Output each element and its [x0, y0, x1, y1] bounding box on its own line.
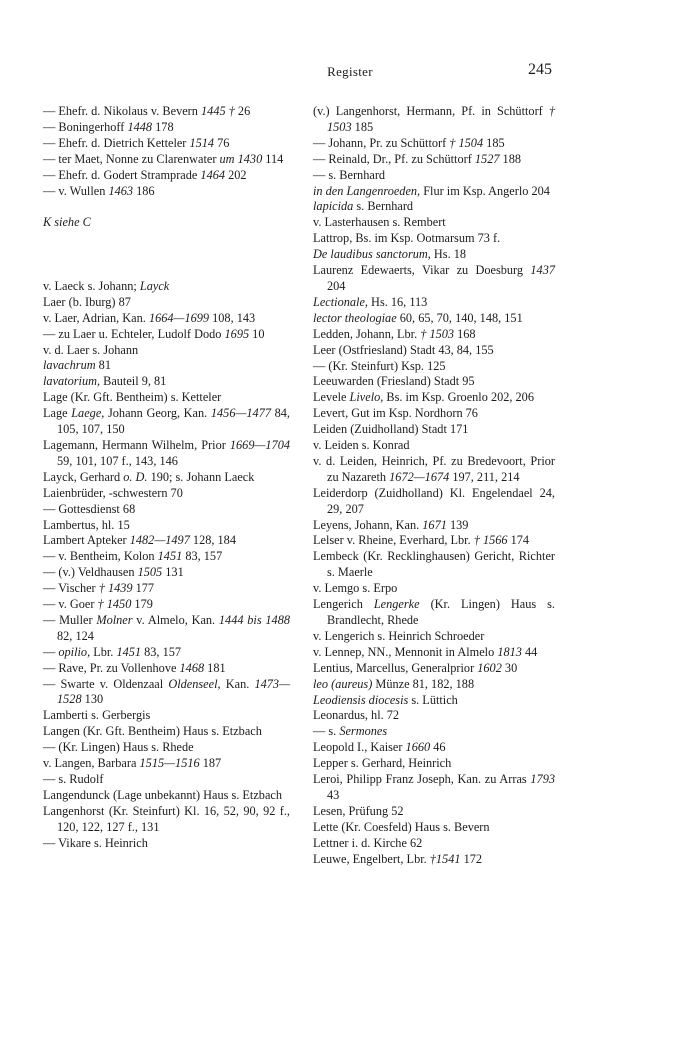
index-entry: [313, 311, 555, 327]
entry-text: 46: [430, 740, 446, 755]
index-entry: [313, 677, 555, 693]
entry-text: 185: [351, 119, 374, 134]
entry-text: 76: [214, 135, 230, 150]
entry-italic-text: † 1566: [473, 533, 508, 548]
entry-text: 10: [249, 326, 265, 341]
entry-italic-text: † 1504: [449, 135, 484, 150]
entry-text: 81: [95, 358, 111, 373]
entry-text: — Muller: [43, 612, 97, 627]
entry-text: s. Bernhard: [353, 199, 414, 214]
entry-text: — Swarte v. Oldenzaal: [43, 676, 169, 691]
index-entry: [313, 168, 555, 184]
entry-italic-text: Laege,: [71, 406, 105, 421]
entry-text: Lagemann, Hermann Wilhelm, Prior: [43, 437, 230, 452]
entry-text: Lepper s. Gerhard, Heinrich: [313, 756, 452, 771]
index-entry: [43, 104, 290, 120]
index-entry: [313, 247, 555, 263]
entry-text: 204: [327, 278, 346, 293]
index-entry: [313, 215, 555, 231]
index-entry: [313, 756, 555, 772]
entry-text: Johann Georg, Kan.: [104, 406, 211, 421]
entry-text: Levele: [313, 390, 350, 405]
entry-text: — v. Wullen: [43, 183, 109, 198]
entry-text: Lembeck (Kr. Recklinghausen) Gericht, Richter s. Maerle: [313, 549, 555, 580]
entry-italic-text: 1664—1699: [148, 310, 210, 325]
entry-text: 84, 105, 107, 150: [57, 406, 291, 437]
index-entry: [313, 343, 555, 359]
entry-text: Laer (b. Iburg) 87: [43, 294, 131, 309]
entry-italic-text: 1672—1674: [389, 469, 450, 484]
index-entry: [313, 184, 555, 200]
entry-text: Münze 81, 182, 188: [372, 676, 475, 691]
entry-gap: [43, 231, 290, 247]
index-entry: [43, 677, 290, 709]
index-entry: [313, 772, 555, 804]
entry-text: Lette (Kr. Coesfeld) Haus s. Bevern: [313, 819, 490, 834]
entry-text: 30: [501, 660, 518, 675]
index-entry: [43, 311, 290, 327]
index-entry: [43, 724, 290, 740]
entry-text: Hs. 16, 113: [367, 294, 428, 309]
entry-text: 130: [81, 692, 104, 707]
entry-text: Lamberti s. Gerbergis: [43, 708, 151, 723]
index-entry: [43, 565, 290, 581]
entry-italic-text: 1515—1516: [139, 756, 200, 771]
entry-italic-text: † 1439: [98, 581, 133, 596]
entry-text: 202: [225, 167, 247, 182]
entry-text: v. Lemgo s. Erpo: [313, 581, 398, 596]
entry-italic-text: 1468: [179, 660, 205, 675]
entry-italic-text: 1473—1528: [57, 676, 290, 707]
entry-italic-text: Livelo,: [349, 390, 384, 405]
entry-text: 181: [204, 660, 226, 675]
index-entry: [43, 597, 290, 613]
index-entry: [313, 645, 555, 661]
index-entry: [43, 343, 290, 359]
entry-text: Leonardus, hl. 72: [313, 708, 400, 723]
entry-italic-text: Lengerke: [373, 597, 420, 612]
index-entry: [313, 804, 555, 820]
entry-text: v. Lengerich s. Heinrich Schroeder: [313, 628, 485, 643]
entry-text: — s. Bernhard: [313, 167, 386, 182]
entry-italic-text: Sermones: [339, 724, 388, 739]
entry-text: 26: [234, 104, 251, 118]
index-entry: [43, 613, 290, 645]
entry-text: v. Lennep, NN., Mennonit in Almelo: [313, 644, 498, 659]
entry-text: — Ehefr. d. Nikolaus v. Bevern: [43, 104, 202, 118]
entry-text: v. Langen, Barbara: [43, 756, 140, 771]
entry-text: Lesen, Prüfung 52: [313, 803, 404, 818]
entry-gap: [43, 247, 290, 263]
entry-text: Leiden (Zuidholland) Stadt 171: [313, 422, 469, 437]
entry-italic-text: lavatorium,: [43, 374, 101, 389]
entry-text: Layck, Gerhard: [43, 469, 124, 484]
entry-text: Leyens, Johann, Kan.: [313, 517, 423, 532]
entry-italic-text: 1451: [116, 644, 142, 659]
entry-text: Hs. 18: [430, 247, 467, 262]
entry-italic-text: Molner: [96, 612, 133, 627]
entry-text: — s.: [313, 724, 340, 739]
entry-italic-text: in den Langenroeden,: [313, 183, 421, 198]
entry-italic-text: 1813: [497, 644, 522, 659]
index-entry: [43, 152, 290, 168]
entry-italic-text: 1602: [477, 660, 502, 675]
entry-text: 114: [262, 151, 284, 166]
entry-italic-text: lector theologiae: [313, 310, 397, 325]
entry-text: 177: [132, 581, 155, 596]
entry-italic-text: 1514: [189, 135, 215, 150]
entry-italic-text: 1437: [530, 263, 555, 278]
index-entry: [313, 486, 555, 518]
index-entry: [43, 533, 290, 549]
index-entry: [43, 470, 290, 486]
index-entry: [313, 152, 555, 168]
entry-italic-text: Layck: [139, 278, 170, 293]
entry-text: — zu Laer u. Echteler, Ludolf Dodo: [43, 326, 225, 341]
index-entry: [313, 836, 555, 852]
index-entry: [43, 804, 290, 836]
index-entry: [313, 581, 555, 597]
entry-text: Leopold I., Kaiser: [313, 740, 406, 755]
entry-text: — Boningerhoff: [43, 119, 128, 134]
index-entry: [313, 454, 555, 486]
entry-text: Lambert Apteker: [43, 533, 130, 548]
entry-text: — Vischer: [43, 581, 99, 596]
entry-italic-text: opilio,: [58, 644, 91, 659]
entry-italic-text: De laudibus sanctorum,: [313, 247, 431, 262]
index-entry: [43, 184, 290, 200]
entry-italic-text: Lectionale,: [313, 294, 368, 309]
index-entry: [313, 263, 555, 295]
entry-text: 83, 157: [141, 644, 182, 659]
entry-italic-text: 1456—1477: [210, 406, 271, 421]
entry-text: 172: [460, 851, 483, 866]
entry-text: 108, 143: [209, 310, 256, 325]
index-entry: [313, 295, 555, 311]
entry-text: 82, 124: [57, 628, 94, 643]
entry-text: — (v.) Veldhausen: [43, 565, 138, 580]
index-entry: [313, 629, 555, 645]
index-entry: [313, 708, 555, 724]
entry-text: — Ehefr. d. Godert Strampradе: [43, 167, 201, 182]
index-entry: [313, 327, 555, 343]
entry-text: — ter Maet, Nonne zu Clarenwater: [43, 151, 220, 166]
entry-text: — Johann, Pr. zu Schüttorf: [313, 135, 450, 150]
entry-text: 197, 211, 214: [449, 469, 520, 484]
entry-text: — (Kr. Lingen) Haus s. Rhede: [43, 740, 194, 755]
entry-text: Lambertus, hl. 15: [43, 517, 130, 532]
index-column-left: [43, 104, 290, 852]
entry-text: Lage: [43, 406, 72, 421]
index-entry: [43, 295, 290, 311]
entry-italic-text: 1671: [422, 517, 447, 532]
entry-text: v. d. Leiden, Heinrich, Pf. zu Bredevoort, Prior zu Nazareth: [313, 453, 555, 484]
entry-italic-text: 1793: [530, 772, 555, 787]
entry-italic-text: 1448: [127, 119, 153, 134]
entry-text: (v.) Langenhorst, Hermann, Pf. in Schüttorf: [313, 104, 549, 118]
entry-text: Lattrop, Bs. im Ksp. Ootmarsum 73 f.: [313, 231, 501, 246]
entry-gap: [43, 199, 290, 215]
index-entry: [43, 661, 290, 677]
entry-text: Laienbrüder, -schwestern 70: [43, 485, 183, 500]
entry-text: v. Lasterhausen s. Rembert: [313, 215, 446, 230]
entry-text: 179: [131, 597, 153, 612]
index-entry: [43, 549, 290, 565]
entry-text: — Reinald, Dr., Pf. zu Schüttorf: [313, 151, 475, 166]
entry-text: Lettner i. d. Kirche 62: [313, 835, 423, 850]
entry-italic-text: 1505: [137, 565, 163, 580]
entry-italic-text: 1527: [474, 151, 500, 166]
entry-text: 83, 157: [182, 549, 223, 564]
entry-italic-text: Oldenseel,: [168, 676, 221, 691]
index-entry: [313, 438, 555, 454]
entry-text: Leiderdorp (Zuidholland) Kl. Engelendael 24, 29, 207: [313, 485, 555, 516]
index-entry: [43, 772, 290, 788]
entry-italic-text: 1695: [224, 326, 250, 341]
index-entry: [43, 502, 290, 518]
entry-text: Lengerich: [313, 597, 374, 612]
entry-text: s. Lüttich: [408, 692, 458, 707]
entry-text: Laurenz Edewaerts, Vikar zu Doesburg: [313, 263, 531, 278]
entry-text: 60, 65, 70, 140, 148, 151: [396, 310, 523, 325]
index-entry: [43, 438, 290, 470]
entry-text: Lentius, Marcellus, Generalprior: [313, 660, 478, 675]
entry-text: Leroi, Philipp Franz Joseph, Kan. zu Arras: [313, 772, 531, 787]
entry-text: Levert, Gut im Ksp. Nordhorn 76: [313, 406, 478, 421]
entry-text: v. Leiden s. Konrad: [313, 438, 410, 453]
entry-italic-text: †1541: [429, 851, 461, 866]
entry-italic-text: 1482—1497: [129, 533, 190, 548]
entry-italic-text: † 1450: [97, 597, 132, 612]
index-entry: [313, 549, 555, 581]
entry-text: — s. Rudolf: [43, 772, 104, 786]
entry-italic-text: 1444 bis 1488: [218, 612, 290, 627]
running-title: Register: [327, 64, 373, 79]
index-entry: [43, 740, 290, 756]
entry-text: 190; s. Johann Laeck: [147, 469, 255, 484]
entry-text: — v. Goer: [43, 597, 98, 612]
entry-text: Lage (Kr. Gft. Bentheim) s. Ketteler: [43, 390, 222, 405]
entry-italic-text: lavachrum: [43, 358, 96, 373]
index-entry: [313, 724, 555, 740]
index-entry: [313, 231, 555, 247]
index-entry: [43, 518, 290, 534]
entry-text: — Ehefr. d. Dietrich Ketteler: [43, 135, 190, 150]
entry-text: Langendunck (Lage unbekannt) Haus s. Etzbach: [43, 787, 283, 802]
entry-italic-text: lapicida: [313, 199, 354, 214]
entry-italic-text: 1451: [157, 549, 183, 564]
entry-text: 174: [507, 533, 530, 548]
entry-italic-text: † 1503: [327, 104, 555, 134]
entry-text: Bs. im Ksp. Groenlo 202, 206: [383, 390, 534, 405]
entry-text: 185: [483, 135, 505, 150]
index-entry: [43, 374, 290, 390]
entry-text: v. d. Laer s. Johann: [43, 342, 139, 357]
entry-text: — Vikare s. Heinrich: [43, 835, 148, 850]
index-entry: [313, 852, 555, 868]
entry-text: Kan.: [220, 676, 255, 691]
index-entry: [43, 390, 290, 406]
entry-text: Langen (Kr. Gft. Bentheim) Haus s. Etzbach: [43, 724, 262, 739]
index-entry: [43, 645, 290, 661]
index-column-right: [313, 104, 555, 868]
entry-italic-text: 1463: [108, 183, 134, 198]
entry-italic-text: 1464: [200, 167, 226, 182]
entry-text: 139: [446, 517, 469, 532]
index-entry: [43, 279, 290, 295]
entry-italic-text: o. D.: [123, 469, 148, 484]
entry-text: Ledden, Johann, Lbr.: [313, 326, 421, 341]
entry-text: — Rave, Pr. zu Vollenhove: [43, 660, 180, 675]
entry-text: Langenhorst (Kr. Steinfurt) Kl. 16, 52, 90, 92 f., 120, 122, 127 f., 131: [43, 803, 290, 834]
index-entry: [313, 740, 555, 756]
entry-text: Leuwe, Engelbert, Lbr.: [313, 851, 430, 866]
entry-italic-text: um 1430: [219, 151, 263, 166]
index-entry: [313, 820, 555, 836]
index-entry: [43, 327, 290, 343]
index-entry: [43, 120, 290, 136]
index-entry: [43, 788, 290, 804]
entry-text: Lelser v. Rheine, Everhard, Lbr.: [313, 533, 474, 548]
index-entry: [313, 533, 555, 549]
entry-text: Leer (Ostfriesland) Stadt 43, 84, 155: [313, 342, 494, 357]
index-entry: [43, 708, 290, 724]
index-entry: [43, 168, 290, 184]
index-entry: [313, 136, 555, 152]
page-number: 245: [528, 61, 552, 78]
entry-text: — v. Bentheim, Kolon: [43, 549, 158, 564]
index-entry: [313, 390, 555, 406]
entry-text: 59, 101, 107 f., 143, 146: [57, 453, 178, 468]
index-entry: [313, 661, 555, 677]
entry-text: Bauteil 9, 81: [100, 374, 167, 389]
entry-italic-text: K siehe C: [43, 215, 91, 230]
entry-italic-text: leo (aureus): [313, 676, 373, 691]
entry-text: Flur im Ksp. Angerlo 204: [420, 183, 550, 198]
entry-italic-text: 1660: [405, 740, 431, 755]
index-entry: [313, 422, 555, 438]
index-entry: [43, 406, 290, 438]
index-entry: [43, 136, 290, 152]
entry-text: 178: [152, 119, 174, 134]
entry-text: v. Laer, Adrian, Kan.: [43, 310, 149, 325]
entry-text: 44: [521, 644, 538, 659]
index-entry: [313, 374, 555, 390]
index-entry: [43, 358, 290, 374]
entry-text: v. Almelo, Kan.: [132, 612, 219, 627]
entry-gap: [43, 263, 290, 279]
entry-italic-text: 1669—1704: [229, 437, 290, 452]
entry-text: 128, 184: [189, 533, 236, 548]
index-entry: [43, 836, 290, 852]
index-entry: [313, 104, 555, 136]
entry-text: 43: [327, 787, 340, 802]
entry-text: —: [43, 644, 59, 659]
entry-text: Leeuwarden (Friesland) Stadt 95: [313, 374, 475, 389]
entry-text: 188: [499, 151, 522, 166]
index-entry: [313, 199, 555, 215]
index-entry: [313, 597, 555, 629]
entry-text: 168: [454, 326, 476, 341]
index-entry: [43, 215, 290, 231]
entry-text: v. Laeck s. Johann;: [43, 278, 140, 293]
entry-italic-text: † 1503: [420, 326, 455, 341]
index-entry: [313, 406, 555, 422]
index-entry: [43, 486, 290, 502]
entry-italic-text: Leodiensis diocesis: [313, 692, 409, 707]
index-entry: [313, 693, 555, 709]
index-entry: [43, 581, 290, 597]
entry-text: 187: [199, 756, 222, 771]
index-entry: [43, 756, 290, 772]
entry-italic-text: 1445 †: [201, 104, 235, 118]
index-entry: [313, 359, 555, 375]
entry-text: — Gottesdienst 68: [43, 501, 136, 516]
entry-text: — (Kr. Steinfurt) Ksp. 125: [313, 358, 446, 373]
entry-text: Lbr.: [90, 644, 117, 659]
entry-text: 131: [162, 565, 184, 580]
entry-text: (Kr. Lingen) Haus s. Brandlecht, Rhede: [327, 597, 556, 627]
index-entry: [313, 518, 555, 534]
entry-text: 186: [133, 183, 155, 198]
